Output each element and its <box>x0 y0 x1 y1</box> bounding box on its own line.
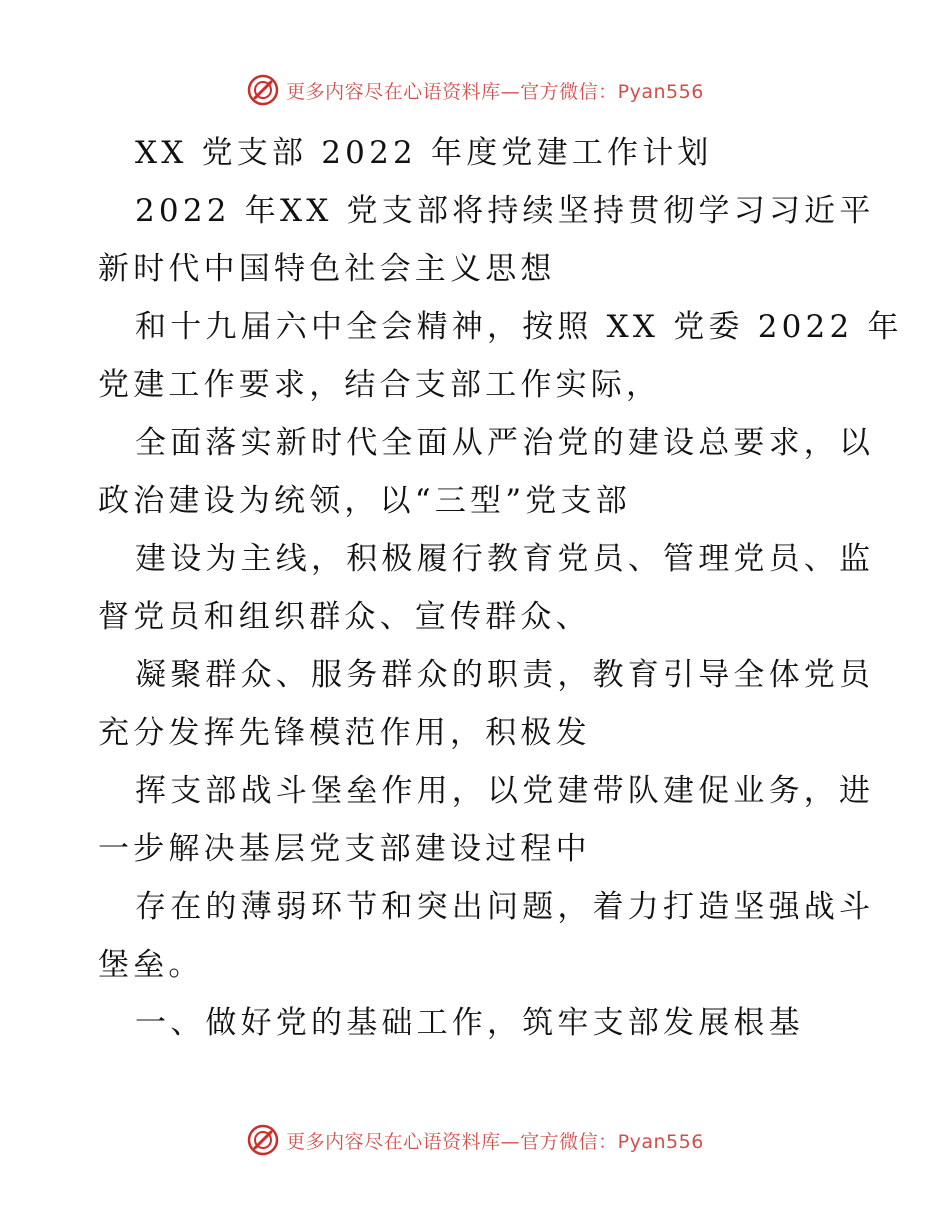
text-line: 建设为主线，积极履行教育党员、管理党员、监 <box>135 541 875 577</box>
watermark-text: 更多内容尽在心语资料库—官方微信：Pyan556 <box>286 1130 704 1153</box>
text-line: 新时代中国特色社会主义思想 <box>98 251 556 287</box>
text-line: 和十九届六中全会精神，按照 XX 党委 2022 年 <box>135 309 903 345</box>
text-line: 2022 年XX 党支部将持续坚持贯彻学习习近平 <box>135 193 875 229</box>
text-line: 党建工作要求，结合支部工作实际， <box>98 367 662 403</box>
text-line: 一、做好党的基础工作，筑牢支部发展根基 <box>135 1005 804 1041</box>
text-line: 存在的薄弱环节和突出问题，着力打造坚强战斗 <box>135 889 875 925</box>
text-line: 督党员和组织群众、宣传群众、 <box>98 599 591 635</box>
watermark-text: 更多内容尽在心语资料库—官方微信：Pyan556 <box>286 80 704 103</box>
text-line: 充分发挥先锋模范作用，积极发 <box>98 715 591 751</box>
document-body <box>98 124 903 1052</box>
watermark-logo-icon <box>246 73 280 107</box>
document-title: XX 党支部 2022 年度党建工作计划 <box>135 135 713 171</box>
watermark-logo-icon <box>246 1123 280 1157</box>
footer-watermark <box>0 1120 950 1160</box>
text-line: 挥支部战斗堡垒作用，以党建带队建促业务，进 <box>135 773 875 809</box>
header-watermark <box>0 70 950 110</box>
text-line: 政治建设为统领，以“三型”党支部 <box>98 483 631 519</box>
text-line: 全面落实新时代全面从严治党的建设总要求，以 <box>135 425 875 461</box>
text-line: 堡垒。 <box>98 947 204 983</box>
text-line: 一步解决基层党支部建设过程中 <box>98 831 591 867</box>
text-line: 凝聚群众、服务群众的职责，教育引导全体党员 <box>135 657 875 693</box>
